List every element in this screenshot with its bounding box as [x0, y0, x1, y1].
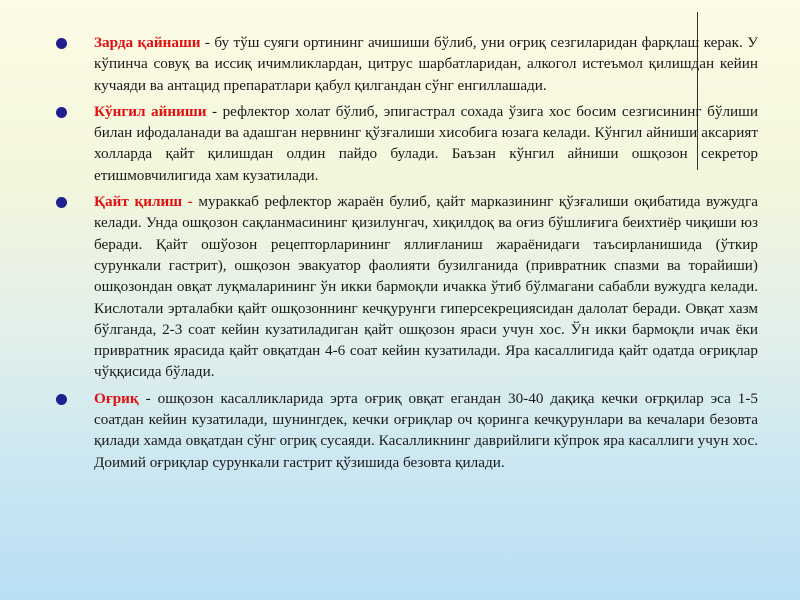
definition-vomiting: мураккаб рефлектор жараён булиб, қайт марказининг қўзғалиши оқибатида вужудга келади. Унда ошқозон сақланмасининг қизилунгач, хиқилдоқ ва оғиз бўшлиғига беихтиёр чиқиши юз беради. Қайт ошўозон рецепторларининг яллиғланиш жараёнидаги таъсирланишида (ўткир сурункали гастрит), ошқозон эвакуатор фаолияти бузилганида (привратник спазми ва торайиши) ошқозондан овқат луқмаларининг ўн икки бармоқли ичакка ўтиб бўлмагани сабабли вужудга келади. Кислотали эрталабки қайт ошқозоннинг кечқурунги гиперсекрециясидан далолат беради. Овқат хазм бўлганда, 2-3 соат кейин кузатиладиган қайт ошқозон яраси учун хос. Ўн икки бармоқли ичак ёки привратник ярасида қайт овқатдан 4-6 соат кейин кузатилади. Яра касаллигида қайт одатда оғриқлар чўққисида бўлади. [94, 193, 758, 381]
bullet-icon [56, 107, 67, 118]
list-item-nausea [56, 101, 758, 186]
term-heartburn: Зарда қайнаши [94, 34, 201, 51]
term-pain: Оғриқ [94, 389, 139, 407]
bullet-icon [56, 197, 67, 208]
bullet-icon [56, 38, 67, 49]
term-vomiting: Қайт қилиш - [94, 193, 193, 211]
definition-nausea: - рефлектор холат бўлиб, эпигастрал сохада ўзига хос босим сезгисининг бўлиши билан ифодаланади ва адашган нервнинг қўзғалиши хисобига юзага келади. Кўнгил айниши аксарият холларда қайт қилишдан олдин пайдо булади. Баъзан кўнгил айниши ошқозон секретор етишмовчилигида хам кузатилади. [94, 102, 758, 184]
bullet-icon [56, 394, 67, 405]
list-item-heartburn [56, 32, 758, 96]
bullet-list [56, 32, 758, 478]
definition-pain: - ошқозон касалликларида эрта оғриқ овқат егандан 30-40 дақиқа кечки оғрқилар эса 1-5 соатдан кейин кузатилади, шунингдек, кечки оғриқлар оч қоринга кечқурунлари ва кечалари безовта қилади хамда овқатдан сўнг огриқ сусаяди. Касалликнинг даврийлиги кўпрок яра касаллиги учун хос. Доимий оғриқлар сурункали гастрит қўзишида безовта қилади. [94, 389, 758, 471]
list-item-vomiting [56, 191, 758, 383]
term-nausea: Кўнгил айниши [94, 102, 207, 120]
definition-heartburn: - бу тўш суяги ортининг ачишиши бўлиб, уни оғриқ сезгиларидан фарқлаш керак. У кўпинча совуқ ва иссиқ ичимликлардан, цитрус шарбатларидан, алкогол истеъмол қилишдан кейин кучаяди ва антацид препаратлари қабул қилгандан сўнг енгиллашади. [94, 34, 758, 94]
list-item-pain [56, 388, 758, 473]
